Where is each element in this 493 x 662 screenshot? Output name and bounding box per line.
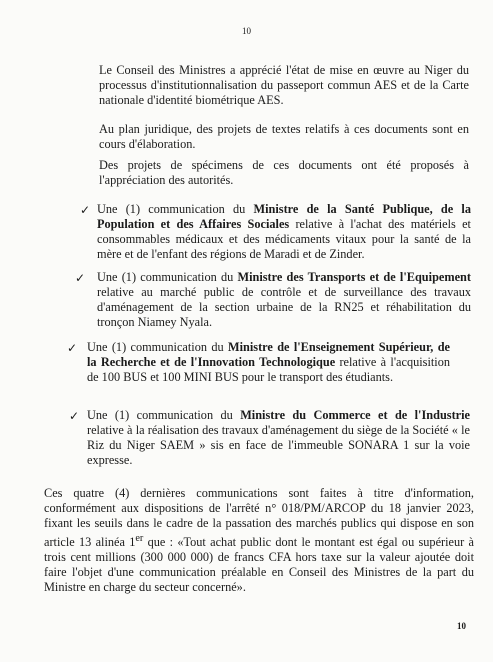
item-ministry: Ministre du Commerce et de l'Industrie xyxy=(240,408,470,422)
list-item-health xyxy=(97,202,471,262)
conclusion-text-2: que : «Tout achat public dont le montant est égal ou supérieur à trois cent millions (300 000 000) de francs CFA hors taxe sur la valeur ajoutée doit faire l'objet d'une communication préalable en Conseil des Ministres de la part du Ministre en charge du secteur concerné». xyxy=(44,535,474,595)
item-ministry: Ministre des Transports et de l'Equipement xyxy=(237,270,471,284)
item-text-before: Une (1) communication du xyxy=(87,340,228,354)
item-text-after: relative à l'acquisition de 100 BUS et 100 MINI BUS pour le transport des étudiants. xyxy=(87,355,451,384)
item-text-before: Une (1) communication du xyxy=(97,270,238,284)
intro-paragraph-2: Au plan juridique, des projets de textes relatifs à ces documents sont en cours d'élaboration. xyxy=(99,122,469,151)
checkmark-icon: ✓ xyxy=(75,271,86,285)
intro-paragraph-3: Des projets de spécimens de ces documents ont été proposés à l'appréciation des autorités. xyxy=(99,158,469,187)
conclusion-paragraph xyxy=(44,486,474,595)
item-text-after: relative à la réalisation des travaux d'aménagement du siège de la Société « le Riz du Niger SAEM » sis en face de l'immeuble SONARA 1 sur la voie expresse. xyxy=(87,423,470,467)
intro-paragraph-1: Le Conseil des Ministres a apprécié l'état de mise en œuvre au Niger du processus d'institutionnalisation du passeport commun AES et de la Carte nationale d'identité biométrique AES. xyxy=(99,63,469,107)
checkmark-icon: ✓ xyxy=(67,341,78,355)
conclusion-text-1: Ces quatre (4) dernières communications sont faites à titre d'information, conformément aux dispositions de l'arrêté n° 018/PM/ARCOP du 18 janvier 2023, fixant les seuils dans le cadre de la passation des marchés publics qui dispose en son article 13 alinéa 1 xyxy=(44,486,474,550)
list-item-commerce xyxy=(87,408,470,468)
item-text-after: relative au marché public de contrôle et de surveillance des travaux d'aménagement de la section urbaine de la RN25 et réhabilitation du tronçon Niamey Nyala. xyxy=(97,285,471,329)
item-text-after: relative à l'achat des matériels et consommables médicaux et des médicaments vitaux pour la santé de la mère et de l'enfant des régions de Maradi et de Zinder. xyxy=(97,217,471,261)
page-number-top: 10 xyxy=(242,26,251,36)
item-text-before: Une (1) communication du xyxy=(97,202,254,216)
item-ministry: Ministre de l'Enseignement Supérieur, de la Recherche et de l'Innovation Technologique xyxy=(87,340,450,369)
page-number-bottom: 10 xyxy=(457,621,466,631)
conclusion-superscript: er xyxy=(135,533,144,544)
checkmark-icon: ✓ xyxy=(80,203,91,217)
item-text-before: Une (1) communication du xyxy=(87,408,241,422)
list-item-transport xyxy=(97,270,471,330)
checkmark-icon: ✓ xyxy=(69,409,80,423)
item-ministry: Ministre de la Santé Publique, de la Population et des Affaires Sociales xyxy=(97,202,471,231)
list-item-higher-education xyxy=(87,340,450,385)
